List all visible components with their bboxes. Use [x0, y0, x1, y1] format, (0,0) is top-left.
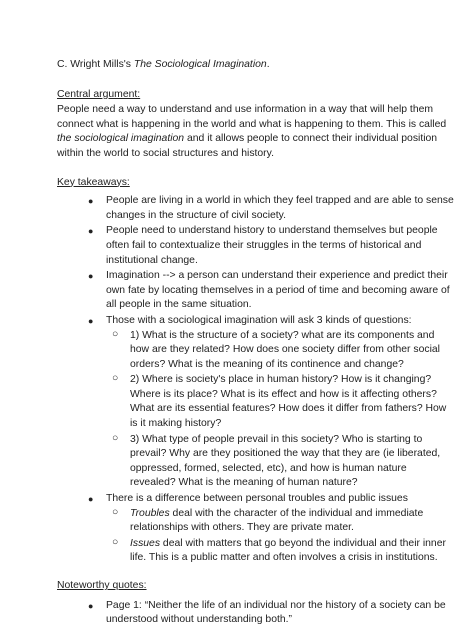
list-item	[57, 269, 454, 313]
circle-bullet-icon: ○	[112, 373, 119, 385]
key-takeaways-list	[57, 194, 454, 566]
book-title: The Sociological Imagination	[133, 59, 267, 70]
title-suffix: .	[266, 59, 270, 70]
document-title	[57, 58, 454, 73]
sublist-item	[106, 373, 454, 431]
list-item	[57, 224, 454, 268]
circle-bullet-icon: ○	[112, 536, 119, 548]
sublist-item	[106, 433, 454, 491]
circle-bullet-icon: ○	[112, 506, 119, 518]
sublist-item	[106, 537, 454, 566]
circle-bullet-icon: ○	[112, 328, 119, 340]
central-argument-text	[57, 103, 454, 161]
list-item	[57, 599, 454, 628]
takeaway-text: Those with a sociological imagination will ask 3 kinds of questions:	[106, 314, 412, 326]
key-takeaways-heading: Key takeaways:	[57, 176, 130, 188]
takeaway-text: People need to understand history to understand themselves but people often fail to contextualize their struggles in the terms of historical and institutional change.	[106, 225, 438, 266]
noteworthy-quotes-heading: Noteworthy quotes:	[57, 580, 147, 591]
issues-term: Issues	[130, 537, 161, 549]
central-argument-heading: Central argument:	[57, 88, 141, 100]
central-text-after: and it allows people to connect their individual position within the world to social structures and history.	[57, 133, 438, 159]
question-text: 1) What is the structure of a society? what are its components and how are they related? How does one society differ from other social orders? What is the meaning of its continence and change?	[130, 329, 440, 370]
question-text: 3) What type of people prevail in this society? Who is starting to prevail? Why are they positioned the way that they are (ie liberated, oppressed, formed, selected, etc), and how is human nature revealed? What is the meaning of human nature?	[130, 433, 441, 489]
central-text-before: People need a way to understand and use information in a way that will help them connect what is happening in the world and what is happening to them. This is called	[57, 104, 447, 130]
list-item	[57, 314, 454, 491]
question-text: 2) Where is society's place in human history? How is it changing? Where is its place? What is its effect and how is it affecting others? What are its essential features? How does it differ from fathers? How is it making history?	[130, 374, 447, 430]
sublist-item	[106, 507, 454, 536]
questions-sublist	[106, 329, 454, 492]
troubles-text: deal with the character of the individual and immediate relationships with others. They are private mater.	[130, 507, 424, 534]
list-item	[57, 194, 454, 223]
bullet-icon: ●	[88, 271, 94, 282]
sublist-item	[106, 329, 454, 373]
title-prefix: C. Wright Mills's	[57, 59, 134, 70]
troubles-term: Troubles	[130, 507, 170, 519]
takeaway-text: Imagination --> a person can understand their experience and predict their own fate by locating themselves in a period of time and becoming aware of all people in the same situation.	[106, 270, 450, 311]
takeaway-text: There is a difference between personal troubles and public issues	[106, 493, 408, 505]
issues-text: deal with matters that go beyond the individual and their inner life. This is a public matter and often involves a crisis in institutions.	[130, 537, 446, 564]
circle-bullet-icon: ○	[112, 432, 119, 444]
bullet-icon: ●	[88, 226, 94, 237]
quote-text: Page 1: “Neither the life of an individual nor the history of a society can be understood without understanding both.”	[106, 599, 446, 626]
troubles-issues-sublist	[106, 507, 454, 566]
central-italic-term: the sociological imagination	[57, 133, 185, 145]
bullet-icon: ●	[88, 196, 94, 207]
takeaway-text: People are living in a world in which they feel trapped and are able to sense changes in the structure of civil society.	[106, 195, 454, 221]
bullet-icon: ●	[88, 315, 94, 326]
list-item	[57, 492, 454, 566]
bullet-icon: ●	[88, 600, 94, 611]
bullet-icon: ●	[88, 494, 94, 505]
quotes-list	[57, 599, 454, 628]
